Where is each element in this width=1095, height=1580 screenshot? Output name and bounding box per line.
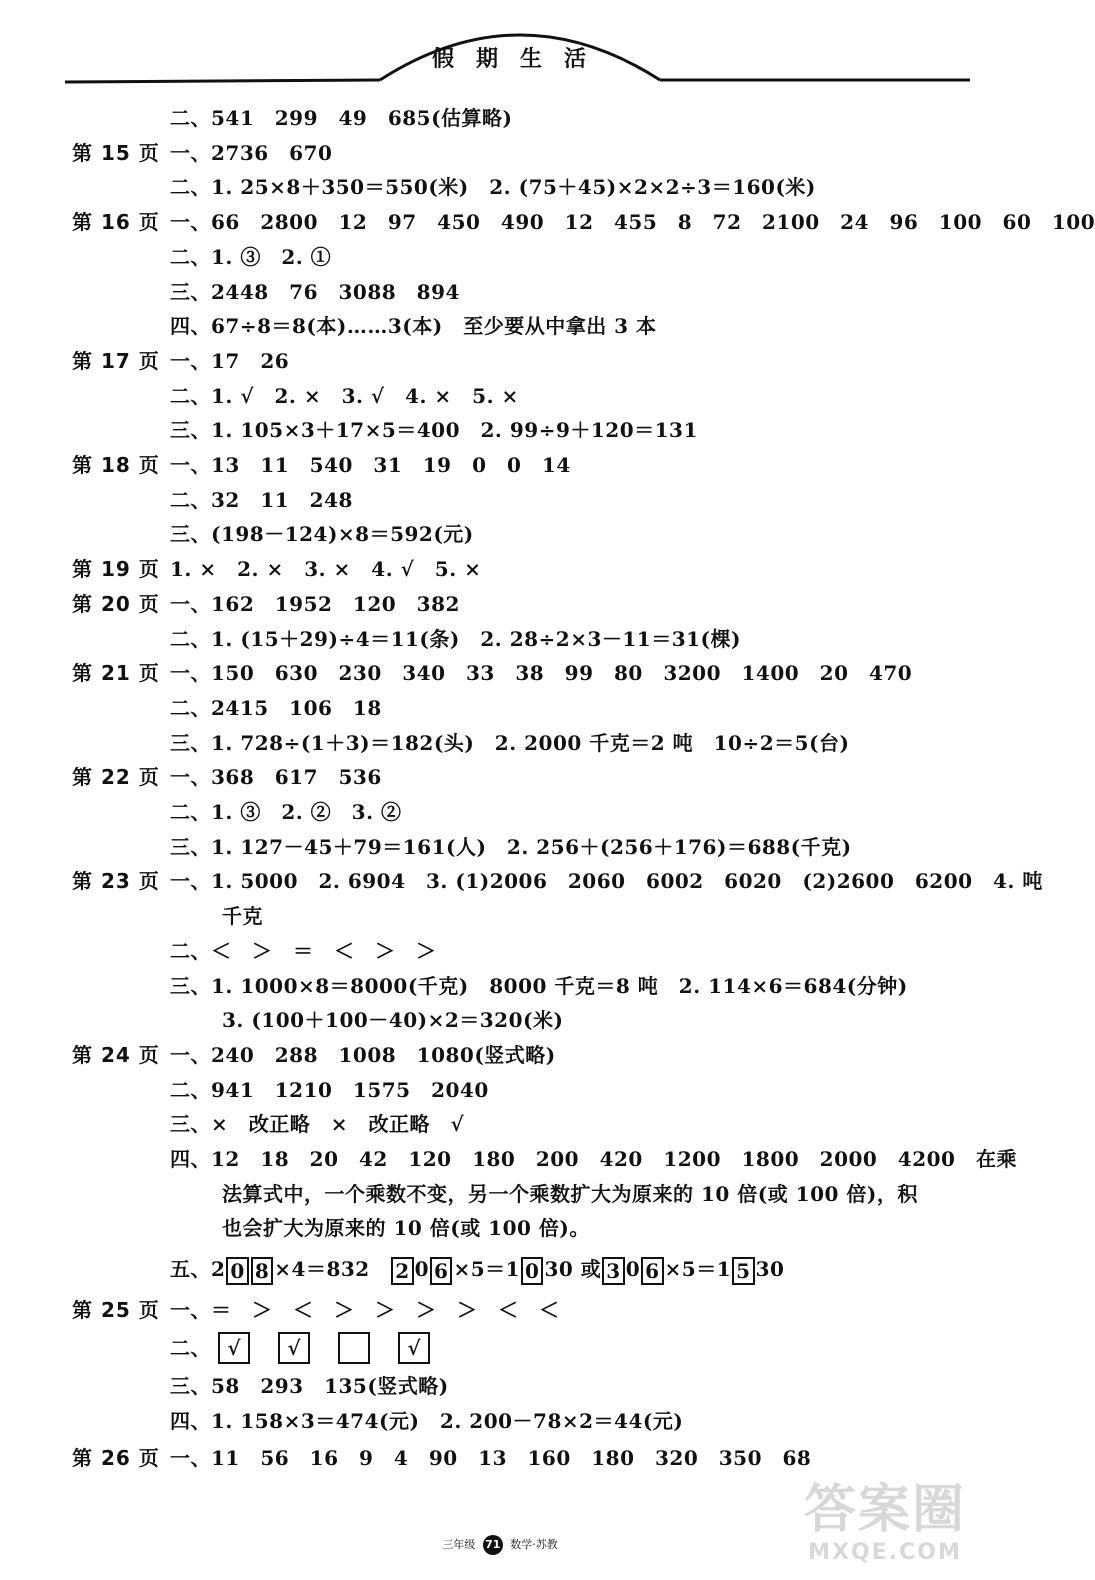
answer-line bbox=[0, 1442, 1000, 1474]
check-box: √ bbox=[278, 1332, 310, 1364]
page-label: 第 24 页 bbox=[72, 1042, 160, 1067]
page-label: 第 23 页 bbox=[72, 869, 160, 894]
page-label: 第 17 页 bbox=[72, 348, 160, 373]
answer-text: 一、150 630 230 340 33 38 99 80 3200 1400 20 470 bbox=[170, 661, 913, 686]
answer-line bbox=[0, 1004, 1000, 1036]
check-box: √ bbox=[398, 1332, 430, 1364]
header-title: 假期生活 bbox=[431, 47, 608, 72]
answer-text: 二、941 1210 1575 2040 bbox=[170, 1077, 489, 1102]
answer-text: 二、541 299 49 685(估算略) bbox=[170, 106, 513, 130]
digit: 0 bbox=[625, 1257, 641, 1282]
answer-line bbox=[0, 1143, 1017, 1175]
equation-mid: ×5＝1 bbox=[664, 1257, 732, 1282]
answer-line bbox=[0, 241, 1000, 273]
answer-text: 一、2736 670 bbox=[170, 140, 333, 165]
answer-text: 3. (100＋100－40)×2＝320(米) bbox=[222, 1008, 564, 1033]
page-label: 第 20 页 bbox=[72, 591, 160, 616]
check-box: √ bbox=[218, 1332, 250, 1364]
answer-text: 也会扩大为原来的 10 倍(或 100 倍)。 bbox=[222, 1216, 590, 1241]
boxed-digit: 6 bbox=[430, 1257, 452, 1285]
answer-text: 一、368 617 536 bbox=[170, 765, 382, 790]
answer-line bbox=[0, 102, 1000, 134]
digit: 2 bbox=[211, 1257, 226, 1282]
footer-grade: 三年级 bbox=[442, 1538, 476, 1551]
answer-text: 二、1. ③ 2. ② 3. ② bbox=[170, 800, 402, 824]
page-label: 第 26 页 bbox=[72, 1445, 160, 1470]
page-label: 第 21 页 bbox=[72, 661, 160, 686]
line-prefix: 五、 bbox=[170, 1257, 211, 1282]
answer-line bbox=[0, 1178, 1000, 1210]
boxed-digit: 8 bbox=[251, 1257, 273, 1285]
answer-line bbox=[0, 518, 1000, 550]
answer-text: 三、1. 105×3＋17×5＝400 2. 99÷9＋120＝131 bbox=[170, 418, 698, 443]
answer-line bbox=[0, 761, 1000, 793]
answer-text: 四、67÷8＝8(本)……3(本) 至少要从中拿出 3 本 bbox=[170, 314, 657, 339]
answer-text: 一、17 26 bbox=[170, 348, 290, 373]
answer-text: 二、1. √ 2. × 3. √ 4. × 5. × bbox=[170, 383, 519, 408]
answer-line bbox=[0, 727, 1000, 759]
answer-text: 三、1. 728÷(1＋3)＝182(头) 2. 2000 千克＝2 吨 10÷2＝5(台) bbox=[170, 730, 850, 755]
page-label: 第 18 页 bbox=[72, 453, 160, 477]
answer-text: 一、1. 5000 2. 6904 3. (1)2006 2060 6002 6020 (2)2600 6200 4. 吨 bbox=[170, 869, 1043, 894]
answer-text: 一、240 288 1008 1080(竖式略) bbox=[170, 1042, 556, 1067]
answer-text: 三、1. 1000×8＝8000(千克) 8000 千克＝8 吨 2. 114×6＝684(分钟) bbox=[170, 973, 908, 998]
answer-line bbox=[0, 276, 1000, 308]
answer-line bbox=[0, 1294, 1000, 1326]
answer-line bbox=[0, 623, 1000, 655]
answer-text: 三、1. 127－45＋79＝161(人) 2. 256＋(256＋176)＝688(千克) bbox=[170, 834, 852, 859]
answer-line bbox=[0, 588, 1000, 620]
page-label: 第 15 页 bbox=[72, 140, 160, 165]
answer-line bbox=[0, 1253, 1000, 1285]
check-box bbox=[338, 1332, 370, 1364]
answer-text: 一、＝ ＞ ＜ ＞ ＞ ＞ ＞ ＜ ＜ bbox=[170, 1297, 560, 1322]
answer-line bbox=[0, 1108, 1000, 1140]
boxed-digit: 5 bbox=[732, 1257, 754, 1285]
answer-text: 一、66 2800 12 97 450 490 12 455 8 72 2100 24 96 100 60 100 bbox=[170, 210, 1095, 235]
answer-text: 四、12 18 20 42 120 180 200 420 1200 1800 2000 4200 在乘 bbox=[170, 1147, 1017, 1171]
equation-end: 30 bbox=[755, 1257, 785, 1282]
equation-end: 30 bbox=[544, 1257, 574, 1282]
answer-line bbox=[0, 935, 1000, 967]
answer-line bbox=[0, 831, 1000, 863]
answer-line bbox=[0, 380, 1000, 412]
answer-line bbox=[0, 553, 1000, 585]
answer-text: 法算式中，一个乘数不变，另一个乘数扩大为原来的 10 倍(或 100 倍)，积 bbox=[222, 1181, 918, 1206]
page-label: 第 19 页 bbox=[72, 557, 160, 582]
answer-line bbox=[0, 449, 1000, 481]
boxed-digit: 3 bbox=[602, 1257, 624, 1285]
or-word: 或 bbox=[580, 1257, 602, 1282]
answer-line bbox=[0, 137, 1000, 169]
answer-line bbox=[0, 484, 1000, 516]
answer-line bbox=[0, 414, 1000, 446]
answer-text: 三、(198－124)×8＝592(元) bbox=[170, 522, 474, 547]
answer-line bbox=[0, 1212, 1000, 1244]
check-row-prefix: 二、 bbox=[170, 1335, 211, 1360]
answer-line bbox=[0, 171, 1000, 203]
footer-subject: 数学·苏教 bbox=[510, 1538, 558, 1551]
answer-text: 一、162 1952 120 382 bbox=[170, 591, 460, 616]
watermark-main: 答案圈 bbox=[803, 1480, 966, 1540]
answer-text: 二、1. (15＋29)÷4＝11(条) 2. 28÷2×3－11＝31(棵) bbox=[170, 626, 741, 651]
answer-text: 1. × 2. × 3. × 4. √ 5. × bbox=[170, 557, 482, 582]
answer-text: 一、13 11 540 31 19 0 0 14 bbox=[170, 453, 571, 477]
answer-line bbox=[0, 1332, 1000, 1364]
page-label: 第 16 页 bbox=[72, 210, 160, 235]
page-label: 第 25 页 bbox=[72, 1297, 160, 1322]
boxed-digit: 6 bbox=[641, 1257, 663, 1285]
footer-page-number: 71 bbox=[483, 1535, 503, 1555]
answer-line bbox=[0, 1074, 1000, 1106]
digit: 0 bbox=[414, 1257, 430, 1282]
watermark-logo bbox=[790, 1480, 980, 1575]
boxed-digit: 0 bbox=[521, 1257, 543, 1285]
answer-text: 三、58 293 135(竖式略) bbox=[170, 1373, 449, 1398]
answer-line bbox=[0, 1039, 1000, 1071]
boxed-digit-equations bbox=[170, 1253, 784, 1285]
answer-text: 四、1. 158×3＝474(元) 2. 200－78×2＝44(元) bbox=[170, 1408, 684, 1433]
answer-text: 千克 bbox=[222, 904, 263, 929]
answer-text: 二、32 11 248 bbox=[170, 487, 353, 512]
watermark-sub: MXQE.COM bbox=[808, 1540, 962, 1565]
answer-text: 二、2415 106 18 bbox=[170, 695, 382, 720]
answer-line bbox=[0, 1370, 1000, 1402]
answer-line bbox=[0, 865, 1043, 897]
page-label: 第 22 页 bbox=[72, 765, 160, 790]
answer-line bbox=[0, 692, 1000, 724]
answer-line bbox=[0, 970, 1000, 1002]
answer-line bbox=[0, 657, 1000, 689]
answer-line bbox=[0, 796, 1000, 828]
boxed-digit: 2 bbox=[391, 1257, 413, 1285]
page-header bbox=[0, 0, 1000, 100]
answer-line bbox=[0, 900, 1000, 932]
answer-text: 二、1. 25×8＋350＝550(米) 2. (75＋45)×2×2÷3＝160(米) bbox=[170, 175, 816, 200]
answer-text: 二、1. ③ 2. ① bbox=[170, 244, 332, 269]
answer-text: 一、11 56 16 9 4 90 13 160 180 320 350 68 bbox=[170, 1445, 812, 1470]
answer-text: 三、× 改正略 × 改正略 √ bbox=[170, 1112, 465, 1137]
answer-line bbox=[0, 206, 1095, 238]
answer-line bbox=[0, 310, 1000, 342]
equation-rest: ×4＝832 bbox=[274, 1257, 370, 1282]
answer-line bbox=[0, 345, 1000, 377]
answer-text: 二、＜ ＞ ＝ ＜ ＞ ＞ bbox=[170, 938, 437, 963]
answer-text: 三、2448 76 3088 894 bbox=[170, 279, 460, 304]
answer-line bbox=[0, 1405, 1000, 1437]
boxed-digit: 0 bbox=[226, 1257, 248, 1285]
equation-mid: ×5＝1 bbox=[453, 1257, 521, 1282]
